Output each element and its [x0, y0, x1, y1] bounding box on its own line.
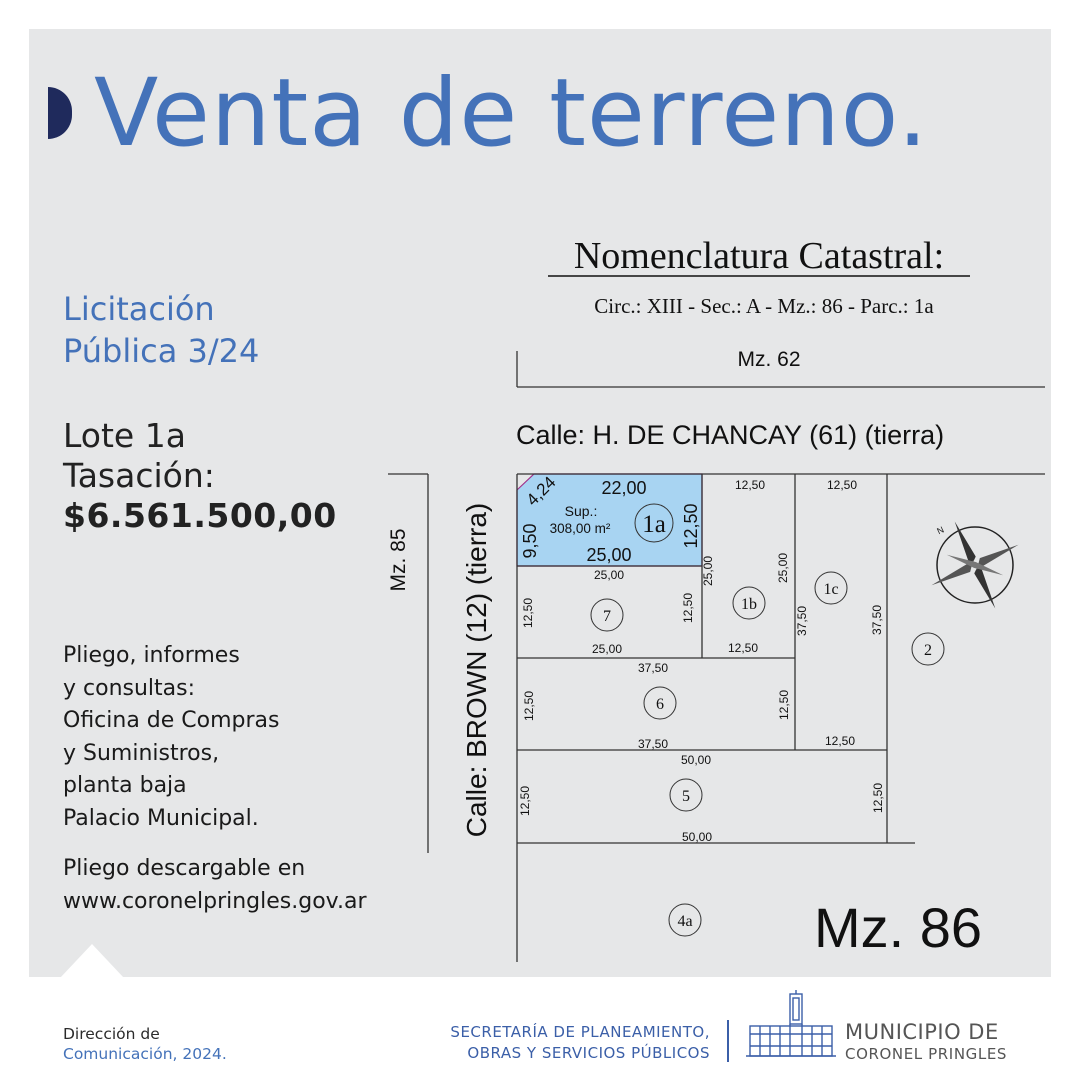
parcel-id-2: 2	[924, 642, 932, 659]
tasacion-label: Tasación:	[63, 456, 215, 495]
parcel-id-1c: 1c	[823, 581, 839, 598]
parcel-id-7: 7	[603, 608, 611, 625]
calle-left-label: Calle: BROWN (12) (tierra)	[461, 502, 492, 838]
compass-icon	[911, 501, 1039, 629]
dim-label: 12,50	[777, 689, 791, 721]
dim-label: 25,00	[776, 552, 790, 584]
page-title: Venta de terreno.	[94, 59, 929, 168]
dim-1a-left: 9,50	[520, 523, 540, 559]
info-line: y consultas:	[63, 675, 196, 701]
dim-label: 50,00	[680, 753, 712, 767]
info-line: Pliego, informes	[63, 643, 240, 668]
dim-label: 50,00	[681, 830, 713, 844]
dim-label: 12,50	[727, 641, 759, 655]
licitacion-line2: Pública 3/24	[63, 332, 260, 370]
sup-value: 308,00 m²	[549, 521, 611, 536]
dim-label: 12,50	[521, 597, 535, 629]
dim-label: 12,50	[826, 478, 858, 492]
parcel-id-6: 6	[656, 696, 664, 713]
dim-label: 12,50	[734, 478, 766, 492]
footer-comunicacion: Comunicación, 2024.	[63, 1045, 227, 1063]
dim-label: 25,00	[593, 568, 625, 582]
dim-label: 12,50	[518, 785, 532, 817]
municipio-line2: CORONEL PRINGLES	[845, 1045, 1008, 1063]
secretaria-line1: SECRETARÍA DE PLANEAMIENTO,	[450, 1023, 710, 1041]
sup-label: Sup.:	[564, 503, 598, 519]
licitacion-line1: Licitación	[63, 290, 215, 328]
footer-municipio	[845, 1021, 1007, 1065]
mz62-label: Mz. 62	[737, 348, 801, 371]
municipio-line1: MUNICIPIO DE	[845, 1020, 999, 1044]
dim-1a-bottom: 25,00	[586, 545, 632, 565]
dim-label: 12,50	[522, 690, 536, 722]
secretaria-line2: OBRAS Y SERVICIOS PÚBLICOS	[467, 1044, 710, 1062]
lote-name: Lote 1a	[63, 416, 186, 455]
parcel-id-1a: 1a	[642, 511, 666, 538]
footer-direccion: Dirección de	[63, 1025, 160, 1043]
dim-label: 37,50	[795, 605, 809, 637]
website-link[interactable]: www.coronelpringles.gov.ar	[63, 889, 367, 914]
parcel-id-4a: 4a	[677, 913, 693, 930]
dim-label: 12,50	[681, 592, 695, 624]
footer-divider	[727, 1020, 729, 1062]
parcel-id-1b: 1b	[741, 596, 757, 613]
dim-1a-right: 12,50	[681, 503, 701, 549]
parcel-id-5: 5	[682, 788, 690, 805]
dim-label: 25,00	[591, 642, 623, 656]
dim-label: 12,50	[871, 782, 885, 814]
mz85-label: Mz. 85	[387, 528, 410, 592]
footer-left	[63, 1024, 227, 1064]
footer-secretaria	[380, 1022, 710, 1064]
dim-label: 25,00	[701, 555, 715, 587]
dim-1a-diag: 4,24	[522, 472, 560, 510]
dim-1a-top: 22,00	[601, 478, 647, 498]
info-line: Palacio Municipal.	[63, 805, 259, 831]
tasacion-price: $6.561.500,00	[63, 496, 337, 535]
mz86-label: Mz. 86	[813, 896, 983, 959]
dim-label: 37,50	[637, 661, 669, 675]
nomenclatura-title: Nomenclatura Catastral:	[573, 235, 945, 277]
dim-label: 37,50	[637, 737, 669, 751]
palacio-municipal-logo-icon	[746, 990, 836, 1062]
info-line: y Suministros,	[63, 740, 220, 766]
compass-north-label: N	[935, 524, 946, 537]
dim-label: 12,50	[824, 734, 856, 748]
nomenclatura-detail: Circ.: XIII - Sec.: A - Mz.: 86 - Parc.: 1a	[594, 294, 934, 318]
calle-top-label: Calle: H. DE CHANCAY (61) (tierra)	[516, 420, 945, 450]
dim-label: 37,50	[870, 604, 884, 636]
info-line: planta baja	[63, 773, 187, 798]
info-line: Oficina de Compras	[63, 708, 280, 733]
download-label: Pliego descargable en	[63, 856, 306, 881]
